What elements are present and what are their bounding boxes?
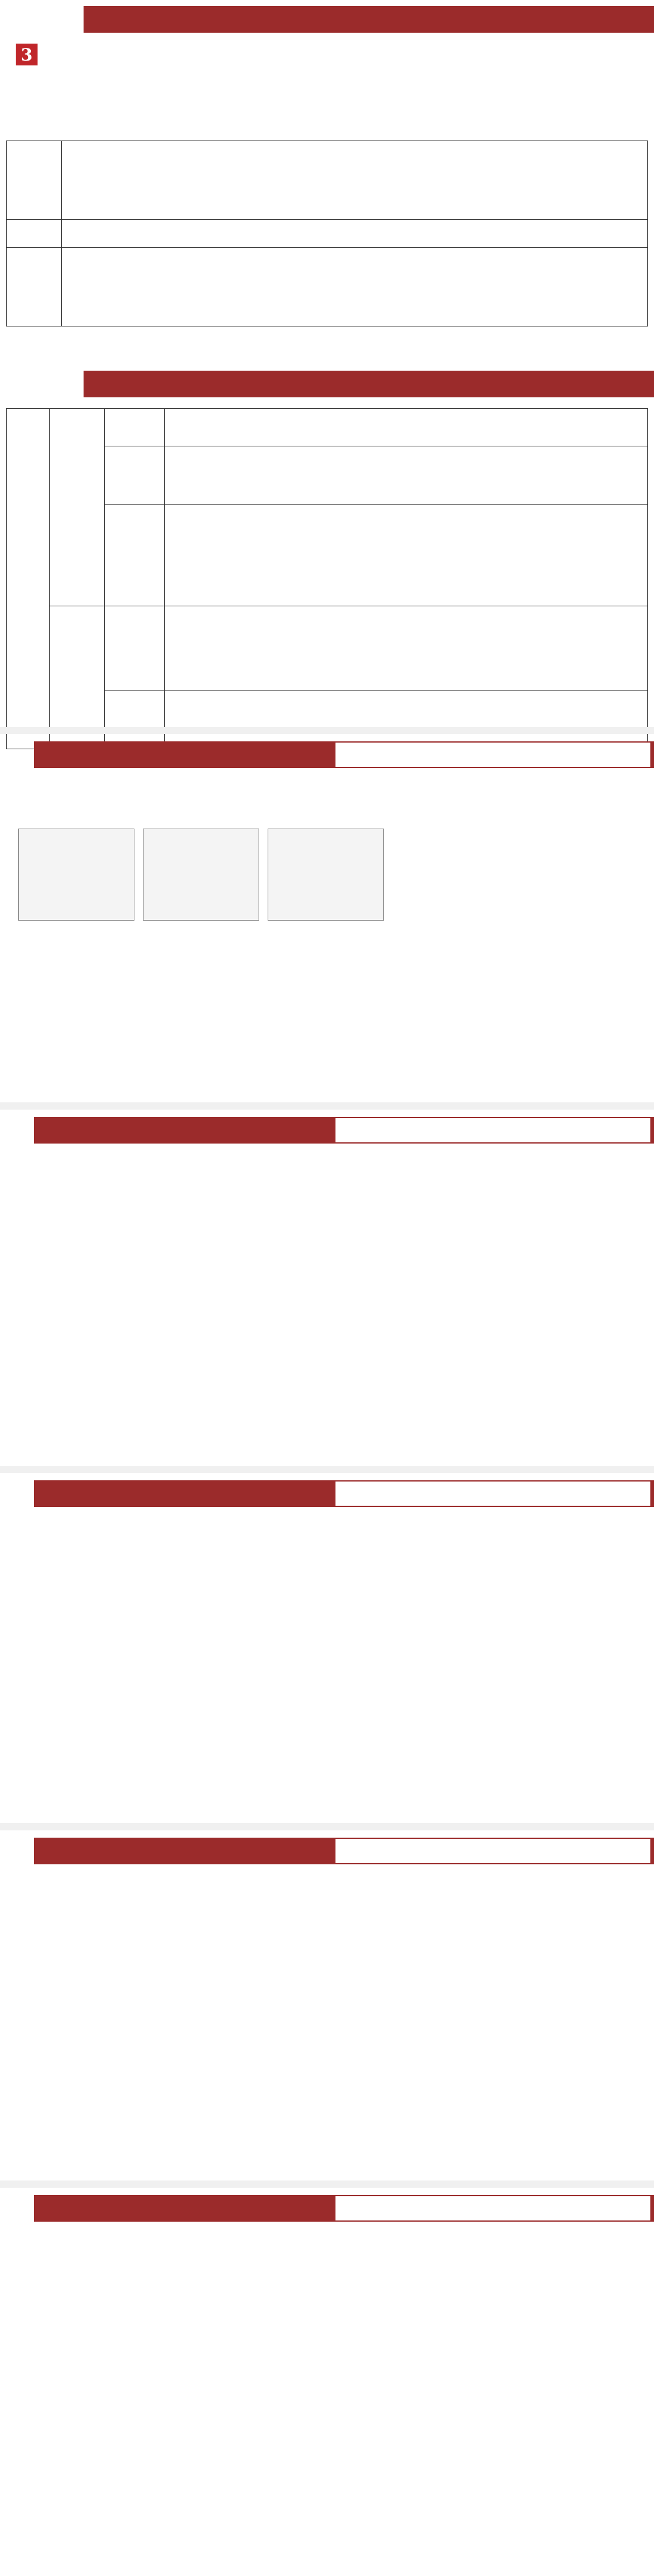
section-banner: [0, 365, 654, 403]
section-mark: [0, 1832, 34, 1870]
options: [400, 831, 642, 856]
table-row-label: [7, 220, 62, 248]
table-row-label: [105, 505, 165, 606]
divider: [0, 727, 654, 734]
divider: [0, 2180, 654, 2188]
table-cell: [165, 606, 648, 691]
question-topic: [335, 2196, 650, 2220]
question-topic: [335, 1839, 650, 1863]
knowledge-point: [10, 44, 44, 65]
question-topic: [335, 743, 650, 767]
table-row-label: [105, 446, 165, 505]
section-mark: [0, 1474, 34, 1513]
table-group-label: [50, 409, 105, 606]
section-mark: [0, 365, 34, 403]
section-banner: [0, 0, 654, 39]
question-banner: [0, 735, 654, 774]
table-row-label: [7, 248, 62, 326]
table-cell: [62, 248, 648, 326]
divider: [0, 1466, 654, 1473]
principles-table: [6, 408, 648, 749]
table-cell: [165, 505, 648, 606]
section-mark: [0, 2189, 34, 2228]
summary-table: [6, 141, 648, 326]
table-row-label: [105, 606, 165, 691]
options: [36, 2316, 642, 2322]
section-mark: [0, 1111, 34, 1150]
question-banner: [0, 1474, 654, 1513]
question-banner: [0, 1832, 654, 1870]
card-image: [143, 829, 259, 921]
section-mark: [0, 0, 34, 39]
table-cell: [165, 409, 648, 446]
table-side-label: [7, 409, 50, 749]
card-image: [18, 829, 134, 921]
question-topic: [335, 1118, 650, 1142]
question-banner: [0, 2189, 654, 2228]
divider: [0, 1823, 654, 1830]
table-cell: [62, 141, 648, 220]
card-image: [268, 829, 384, 921]
divider: [0, 1102, 654, 1110]
table-cell: [62, 220, 648, 248]
table-row-label: [7, 141, 62, 220]
table-row-label: [105, 409, 165, 446]
options: [36, 1238, 642, 1244]
question-topic: [335, 1482, 650, 1506]
section-mark: [0, 735, 34, 774]
table-cell: [165, 446, 648, 505]
kp-number: 3: [16, 44, 38, 65]
question-banner: [0, 1111, 654, 1150]
